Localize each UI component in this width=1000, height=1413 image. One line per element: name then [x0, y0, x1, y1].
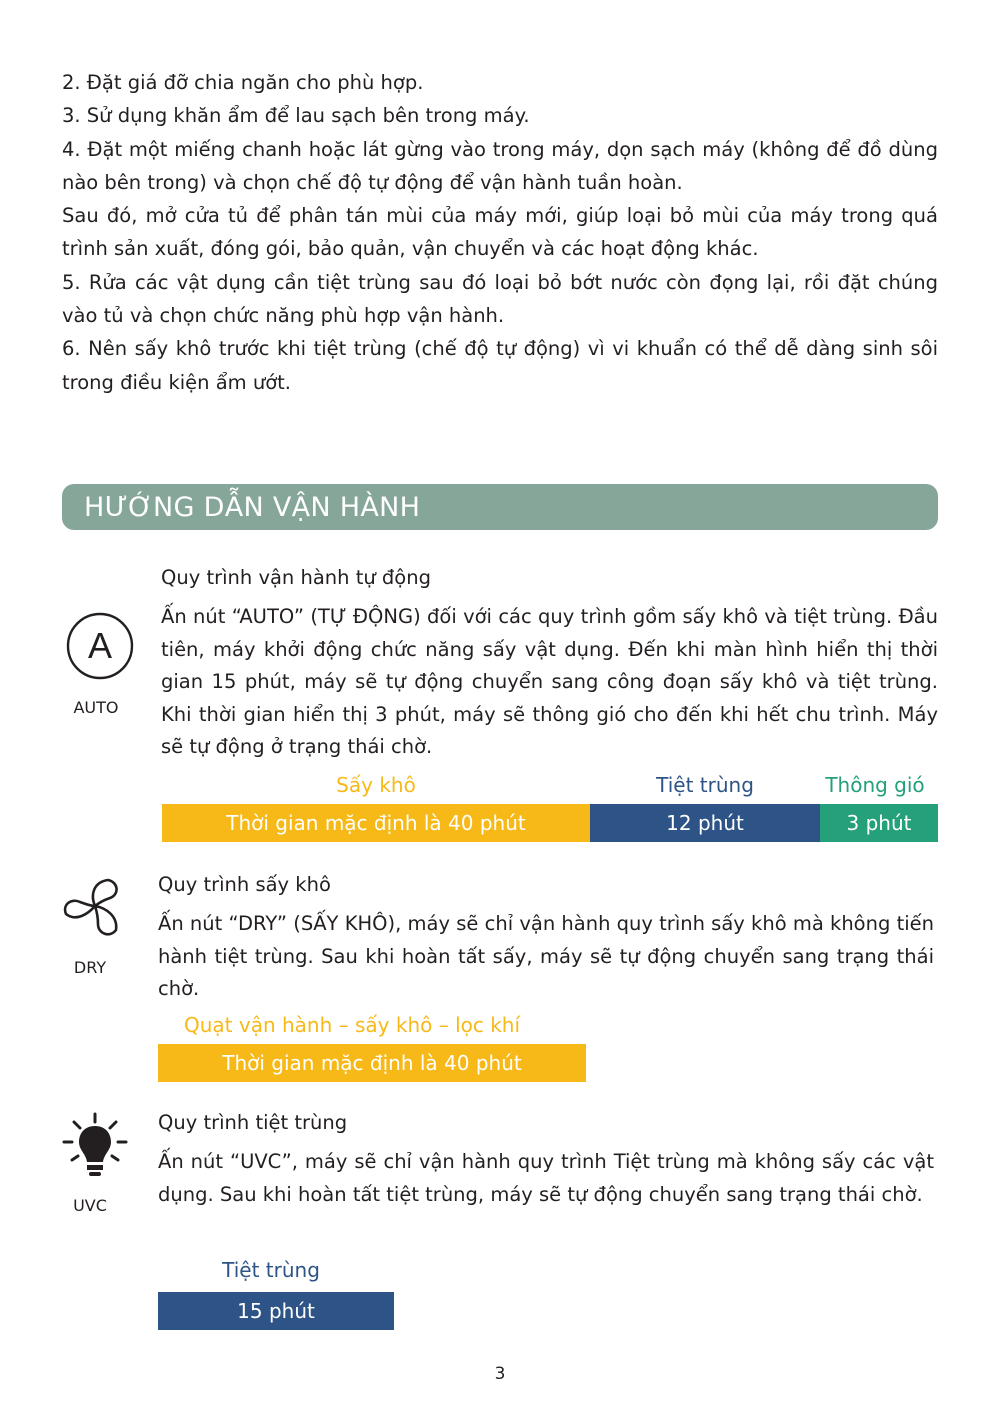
auto-timeline-dry-bar — [162, 804, 590, 842]
auto-timeline-dry-value: Thời gian mặc định là 40 phút — [226, 811, 526, 835]
intro-text — [62, 66, 938, 399]
svg-text:A: A — [87, 625, 113, 666]
section-header — [62, 484, 938, 530]
intro-item-2: 2. Đặt giá đỡ chia ngăn cho phù hợp. — [62, 71, 424, 94]
dry-timeline-label: Quạt vận hành – sấy khô – lọc khí — [184, 1013, 521, 1037]
fan-icon — [62, 876, 128, 942]
light-bulb-icon — [62, 1112, 128, 1182]
section-title: HƯỚNG DẪN VẬN HÀNH — [84, 492, 421, 523]
uvc-title: Quy trình tiệt trùng — [158, 1111, 348, 1134]
auto-description: Ấn nút “AUTO” (TỰ ĐỘNG) đối với các quy trình gồm sấy khô và tiệt trùng. Đầu tiên, máy khởi động chức năng sấy vật dụng. Đến khi màn hình hiển thị thời gian 15 phút, máy sẽ tự động chuyển sang công đoạn sấy khô và tiệt trùng. Khi thời gian hiển thị 3 phút, máy sẽ thông gió cho đến khi hết chu trình. Máy sẽ tự động ở trạng thái chờ. — [161, 605, 938, 758]
dry-description: Ấn nút “DRY” (SẤY KHÔ), máy sẽ chỉ vận hành quy trình sấy khô mà không tiến hành tiệt trùng. Sau khi hoàn tất sấy, máy sẽ tự động chuyển sang trạng thái chờ. — [158, 912, 934, 1000]
dry-timeline-value: Thời gian mặc định là 40 phút — [222, 1051, 522, 1075]
auto-timeline-uvc-label: Tiệt trùng — [656, 773, 754, 797]
auto-icon — [66, 612, 134, 680]
uvc-timeline-bar — [158, 1292, 394, 1330]
auto-timeline-vent-bar — [820, 804, 938, 842]
dry-label: DRY — [73, 958, 107, 977]
auto-label: AUTO — [73, 698, 119, 717]
page-number: 3 — [494, 1364, 506, 1384]
uvc-description: Ấn nút “UVC”, máy sẽ chỉ vận hành quy trình Tiệt trùng mà không sấy các vật dụng. Sau khi hoàn tất tiệt trùng, máy sẽ tự động chuyển sang trạng thái chờ. — [158, 1150, 934, 1206]
dry-title: Quy trình sấy khô — [158, 873, 331, 896]
auto-timeline-uvc-value: 12 phút — [666, 811, 744, 835]
uvc-timeline-label: Tiệt trùng — [222, 1258, 320, 1282]
intro-item-6: 6. Nên sấy khô trước khi tiệt trùng (chế độ tự động) vì vi khuẩn có thể dễ dàng sinh sôi trong điều kiện ẩm ướt. — [62, 337, 938, 394]
auto-timeline-uvc-bar — [590, 804, 820, 842]
intro-item-4: 4. Đặt một miếng chanh hoặc lát gừng vào trong máy, dọn sạch máy (không để đồ dùng nào bên trong) và chọn chế độ tự động để vận hành tuần hoàn. — [62, 137, 938, 194]
uvc-label: UVC — [73, 1196, 107, 1215]
dry-timeline-bar — [158, 1044, 586, 1082]
auto-timeline-vent-label: Thông gió — [825, 773, 925, 797]
intro-item-3: 3. Sử dụng khăn ẩm để lau sạch bên trong máy. — [62, 104, 530, 128]
auto-timeline-vent-value: 3 phút — [846, 811, 912, 835]
auto-title: Quy trình vận hành tự động — [161, 566, 431, 589]
intro-item-4-continued: Sau đó, mở cửa tủ để phân tán mùi của máy mới, giúp loại bỏ mùi của máy trong quá trình sản xuất, đóng gói, bảo quản, vận chuyển và các hoạt động khác. — [62, 204, 938, 261]
auto-timeline-dry-label: Sấy khô — [336, 773, 416, 797]
uvc-timeline-value: 15 phút — [237, 1299, 315, 1323]
intro-item-5: 5. Rửa các vật dụng cần tiệt trùng sau đó loại bỏ bớt nước còn đọng lại, rồi đặt chúng vào tủ và chọn chức năng phù hợp vận hành. — [62, 270, 938, 328]
